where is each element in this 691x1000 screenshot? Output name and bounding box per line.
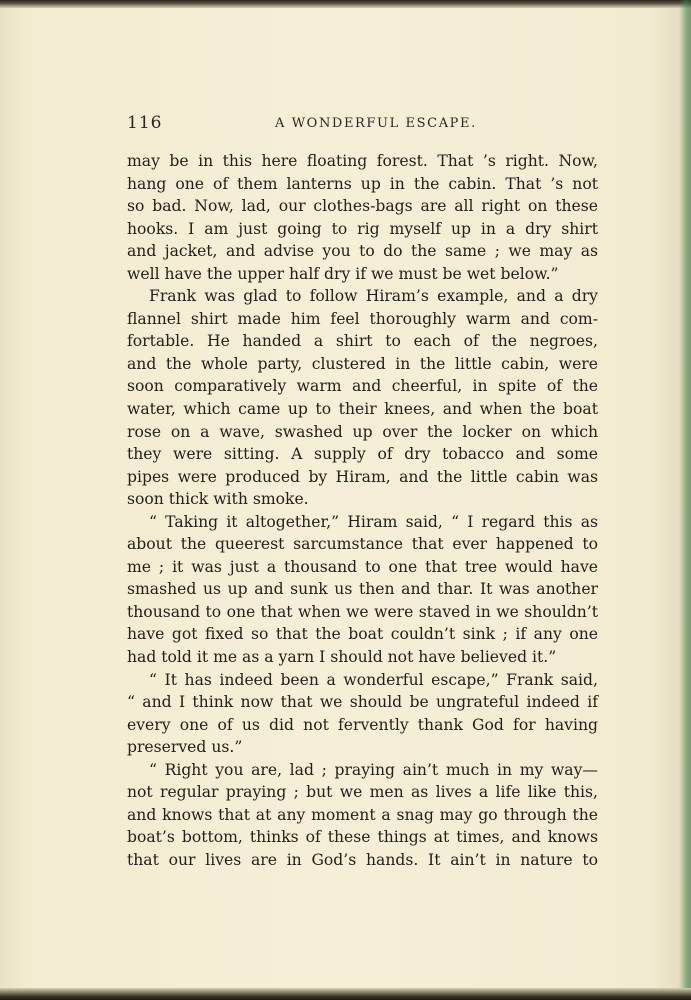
text-line: Frank was glad to follow Hiram’s example, and a dry	[149, 287, 598, 306]
page-header	[127, 113, 598, 135]
text-line: had told it me as a yarn I should not have believed it.”	[127, 648, 557, 667]
text-line: “ Taking it altogether,” Hiram said, “ I regard this as	[149, 512, 598, 531]
text-line: every one of us did not fervently thank God for having	[127, 715, 598, 734]
text-line: thousand to one that when we were staved in we shouldn’t	[127, 602, 598, 621]
running-title: A WONDERFUL ESCAPE.	[275, 116, 477, 131]
text-line: may be in this here floating forest. That ’s right. Now,	[127, 152, 598, 170]
text-line: and the whole party, clustered in the little cabin, were	[127, 354, 598, 373]
text-line: soon thick with smoke.	[127, 490, 309, 509]
page-number: 116	[127, 113, 163, 133]
text-line: so bad. Now, lad, our clothes-bags are all right on these	[127, 197, 598, 216]
text-line: about the queerest sarcumstance that ever happened to	[127, 535, 598, 554]
body-text	[127, 150, 598, 872]
text-line: fortable. He handed a shirt to each of the negroes,	[127, 332, 598, 351]
text-line: rose on a wave, swashed up over the locker on which	[127, 422, 598, 441]
text-line: flannel shirt made him feel thoroughly warm and com-	[127, 309, 598, 328]
text-line: boat’s bottom, thinks of these things at times, and knows	[127, 828, 598, 847]
text-line: that our lives are in God’s hands. It ain’t in nature to	[127, 850, 598, 869]
text-line: have got fixed so that the boat couldn’t sink ; if any one	[127, 625, 598, 644]
text-line: water, which came up to their knees, and when the boat	[127, 400, 598, 419]
text-line: “ Right you are, lad ; praying ain’t much in my way—	[149, 760, 598, 779]
text-line: and knows that at any moment a snag may go through the	[127, 805, 598, 824]
text-line: hang one of them lanterns up in the cabin. That ’s not	[127, 174, 598, 193]
page-top-edge	[0, 0, 691, 8]
text-line: soon comparatively warm and cheerful, in spite of the	[127, 377, 598, 396]
text-line: “ and I think now that we should be ungrateful indeed if	[127, 693, 598, 712]
text-line: preserved us.”	[127, 738, 243, 757]
text-line: pipes were produced by Hiram, and the little cabin was	[127, 467, 598, 486]
text-line: hooks. I am just going to rig myself up in a dry shirt	[127, 219, 598, 238]
text-line: and jacket, and advise you to do the same ; we may as	[127, 242, 598, 261]
page-right-edge	[679, 0, 691, 1000]
text-line: not regular praying ; but we men as lives a life like this,	[127, 783, 598, 802]
text-line: well have the upper half dry if we must be wet below.”	[127, 264, 559, 283]
text-line: they were sitting. A supply of dry tobacco and some	[127, 445, 598, 464]
text-line: “ It has indeed been a wonderful escape,” Frank said,	[149, 670, 598, 689]
text-line: me ; it was just a thousand to one that tree would have	[127, 557, 598, 576]
page-bottom-edge	[0, 988, 691, 1000]
text-line: smashed us up and sunk us then and thar. It was another	[127, 580, 598, 599]
